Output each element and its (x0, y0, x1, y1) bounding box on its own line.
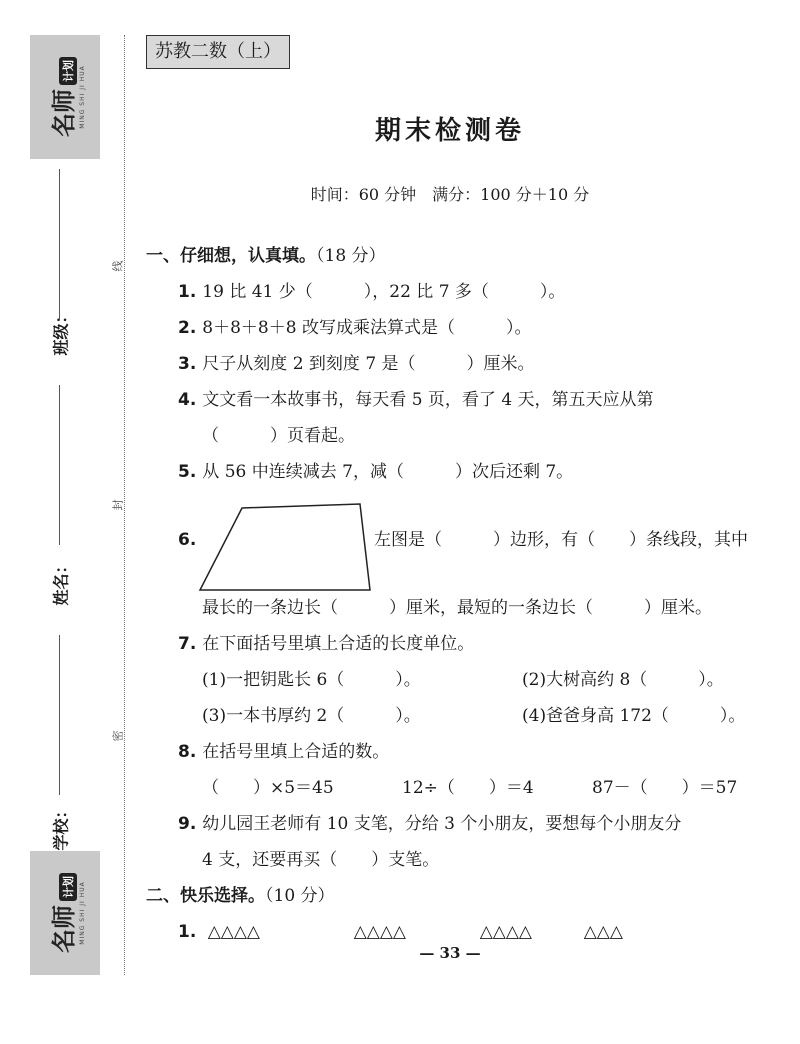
class-underline (59, 169, 60, 319)
question-9: 9. 幼儿园王老师有 10 支笔，分给 3 个小朋友，要想每个小朋友分 (178, 814, 682, 834)
section-2-question-1: 1. △△△△ △△△△ △△△△ △△△ (146, 914, 776, 950)
school-underline (59, 635, 60, 795)
question-3: 3. 尺子从刻度 2 到刻度 7 是（ ）厘米。 (178, 354, 535, 374)
exam-content (146, 238, 776, 950)
question-8: 8. 在括号里填上合适的数。 (178, 742, 390, 762)
name-underline (59, 385, 60, 545)
binding-strip (30, 35, 100, 975)
question-6-cont: 最长的一条边长（ ）厘米，最短的一条边长（ ）厘米。 (202, 598, 712, 618)
question-5: 5. 从 56 中连续减去 7，减（ ）次后还剩 7。 (178, 462, 574, 482)
page-title: 期末检测卷 (374, 116, 525, 146)
question-7-row-1: (1)一把钥匙长 6（ ）。 (2)大树高约 8（ ）。 (202, 670, 724, 690)
seal-mark-line: 线 (111, 260, 125, 272)
name-label: 姓名： (51, 557, 71, 606)
question-4-cont: （ ）页看起。 (202, 426, 355, 446)
question-8-row: （ ）×5＝45 12÷（ ）＝4 87－（ ）＝57 (202, 778, 738, 798)
page-number: — 33 — (419, 944, 481, 962)
school-label: 学校： (51, 802, 71, 851)
triangle-group-2: △△△△ (353, 922, 406, 942)
triangle-group-1: △△△△ (207, 922, 260, 942)
question-4: 4. 文文看一本故事书，每天看 5 页，看了 4 天，第五天应从第 (178, 390, 654, 410)
brand-logo: 名师计划 MING SHI JI HUA (30, 35, 100, 159)
brand-logo-bottom: 名师计划 MING SHI JI HUA (30, 851, 100, 975)
triangle-group-3: △△△△ (479, 922, 532, 942)
section-1-title: 一、仔细想，认真填。（18 分） (146, 246, 386, 266)
section-2-title: 二、快乐选择。（10 分） (146, 886, 335, 906)
quadrilateral-figure (198, 498, 373, 594)
seal-mark-secret: 密 (111, 730, 125, 742)
question-2: 2. 8＋8＋8＋8 改写成乘法算式是（ ）。 (178, 318, 532, 338)
seal-mark-seal: 封 (111, 499, 125, 511)
question-6: 6. 左图是（ ）边形，有（ ）条线段，其中 (146, 490, 776, 590)
question-9-cont: 4 支，还要再买（ ）支笔。 (202, 850, 440, 870)
exam-info: 时间：60 分钟 满分：100 分＋10 分 (310, 185, 590, 204)
question-7-row-2: (3)一本书厚约 2（ ）。 (4)爸爸身高 172（ ）。 (202, 706, 746, 726)
question-1: 1. 19 比 41 少（ ），22 比 7 多（ ）。 (178, 282, 566, 302)
question-7: 7. 在下面括号里填上合适的长度单位。 (178, 634, 475, 654)
triangle-group-4: △△△ (583, 922, 623, 942)
textbook-tag: 苏教二数（上） (146, 35, 290, 69)
class-label: 班级： (51, 307, 71, 356)
